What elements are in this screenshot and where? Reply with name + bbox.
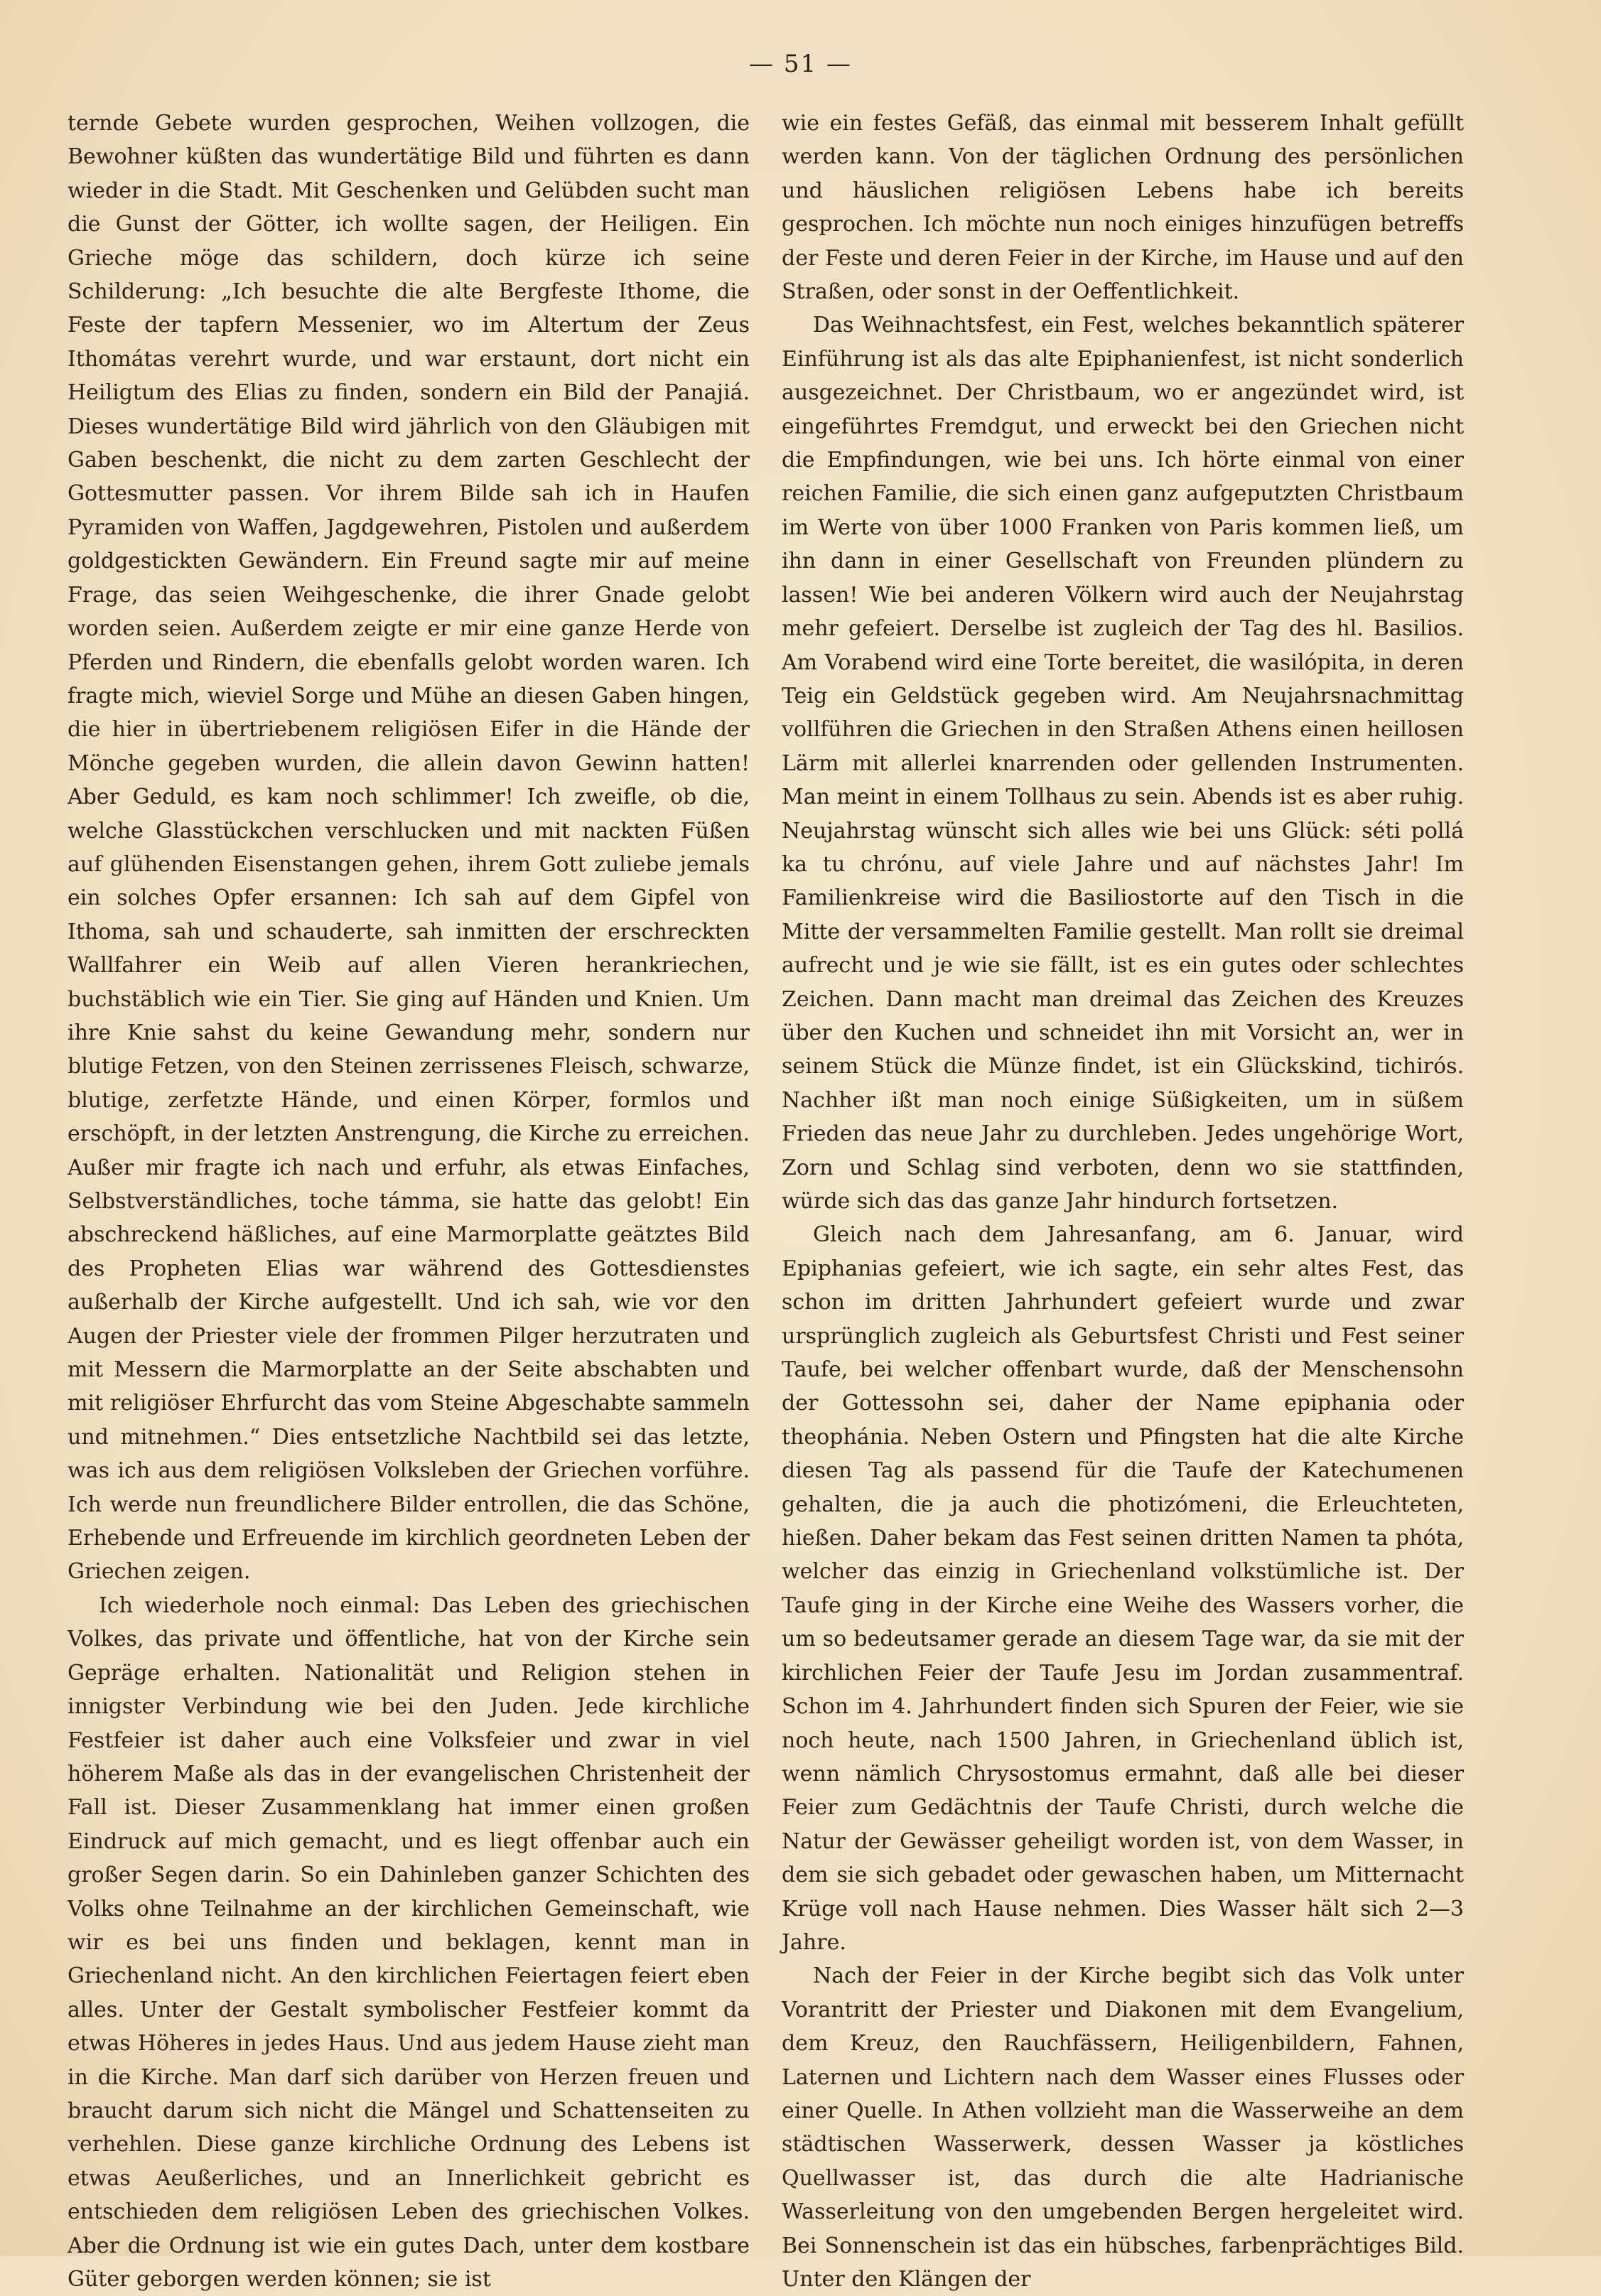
- paragraph: Das Weihnachtsfest, ein Fest, welches bekanntlich späterer Einführung ist als das alte Epiphanienfest, ist nicht sonderlich ausgezeichnet. Der Christbaum, wo er angezündet wird, ist eingeführtes Fremdgut, und erweckt bei den Griechen nicht die Empfindungen, wie bei uns. Ich hörte einmal von einer reichen Familie, die sich einen ganz aufgeputzten Christbaum im Werte von über 1000 Franken von Paris kommen ließ, um ihn dann in einer Gesellschaft von Freunden plündern zu lassen! Wie bei anderen Völkern wird auch der Neujahrstag mehr gefeiert. Derselbe ist zugleich der Tag des hl. Basilios. Am Vorabend wird eine Torte bereitet, die wasilópita, in deren Teig ein Geldstück gegeben wird. Am Neujahrsnachmittag vollführen die Griechen in den Straßen Athens einen heillosen Lärm mit allerlei knarrenden oder gellenden Instrumenten. Man meint in einem Tollhaus zu sein. Abends ist es aber ruhig. Neujahrstag wünscht sich alles wie bei uns Glück: séti pollá ka tu chrónu, auf viele Jahre und auf nächstes Jahr! Im Familienkreise wird die Basiliostorte auf den Tisch in die Mitte der versammelten Familie gestellt. Man rollt sie dreimal aufrecht und je wie sie fällt, ist es ein gutes oder schlechtes Zeichen. Dann macht man dreimal das Zeichen des Kreuzes über den Kuchen und schneidet ihn mit Vorsicht an, wer in seinem Stück die Münze findet, ist ein Glückskind, tichirós. Nachher ißt man noch einige Süßigkeiten, um in süßem Frieden das neue Jahr zu durchleben. Jedes ungehörige Wort, Zorn und Schlag sind verboten, denn wo sie stattfinden, würde sich das das ganze Jahr hindurch fortsetzen.: [782, 313, 1464, 1214]
- page-number: — 51 —: [749, 50, 852, 78]
- paragraph: ternde Gebete wurden gesprochen, Weihen vollzogen, die Bewohner küßten das wundertätige Bild und führten es dann wieder in die Stadt. Mit Geschenken und Gelübden sucht man die Gunst der Götter, ich wollte sagen, der Heiligen. Ein Grieche möge das schildern, doch kürze ich seine Schilderung: „Ich besuchte die alte Bergfeste Ithome, die Feste der tapfern Messenier, wo im Altertum der Zeus Ithomátas verehrt wurde, und war erstaunt, dort nicht ein Heiligtum des Elias zu finden, sondern ein Bild der Panajiá. Dieses wundertätige Bild wird jährlich von den Gläubigen mit Gaben beschenkt, die nicht zu dem zarten Geschlecht der Gottesmutter passen. Vor ihrem Bilde sah ich in Haufen Pyramiden von Waffen, Jagdgewehren, Pistolen und außerdem goldgestickten Gewändern. Ein Freund sagte mir auf meine Frage, das seien Weihgeschenke, die ihrer Gnade gelobt worden seien. Außerdem zeigte er mir eine ganze Herde von Pferden und Rindern, die ebenfalls gelobt worden waren. Ich fragte mich, wieviel Sorge und Mühe an diesen Gaben hingen, die hier in übertriebenem religiösen Eifer in die Hände der Mönche gegeben wurden, die allein davon Gewinn hatten! Aber Geduld, es kam noch schlimmer! Ich zweifle, ob die, welche Glasstückchen verschlucken und mit nackten Füßen auf glühenden Eisenstangen gehen, ihrem Gott zuliebe jemals ein solches Opfer ersannen: Ich sah auf dem Gipfel von Ithoma, sah und schauderte, sah inmitten der erschreckten Wallfahrer ein Weib auf allen Vieren herankriechen, buchstäblich wie ein Tier. Sie ging auf Händen und Knien. Um ihre Knie sahst du keine Gewandung mehr, sondern nur blutige Fetzen, von den Steinen zerrissenes Fleisch, schwarze, blutige, zerfetzte Hände, und einen Körper, formlos und erschöpft, in der letzten Anstrengung, die Kirche zu erreichen. Außer mir fragte ich nach und erfuhr, als etwas Einfaches, Selbstverständliches, toche támma, sie hatte das gelobt! Ein abschreckend häßliches, auf eine Marmorplatte geätztes Bild des Propheten Elias war während des Gottesdienstes außerhalb der Kirche aufgestellt. Und ich sah, wie vor den Augen der Priester viele der frommen Pilger herzutraten und mit Messern die Marmorplatte an der Seite abschabten und mit religiöser Ehrfurcht das vom Steine Abgeschabte sammeln und mitnehmen.“ Dies entsetzliche Nachtbild sei das letzte, was ich aus dem religiösen Volksleben der Griechen vorführe. Ich werde nun freundlichere Bilder entrollen, die das Schöne, Erhebende und Erfreuende im kirchlich geordneten Leben der Griechen zeigen.: [68, 111, 750, 1585]
- right-column: [782, 107, 1464, 2292]
- left-column: [68, 107, 750, 2292]
- paragraph: Nach der Feier in der Kirche begibt sich das Volk unter Vorantritt der Priester und Diakonen mit dem Evangelium, dem Kreuz, den Rauchfässern, Heiligenbildern, Fahnen, Laternen und Lichtern nach dem Wasser eines Flusses oder einer Quelle. In Athen vollzieht man die Wasserweihe an dem städtischen Wasserwerk, dessen Wasser ja köstliches Quellwasser ist, das durch die alte Hadrianische Wasserleitung von den umgebenden Bergen hergeleitet wird. Bei Sonnenschein ist das ein hübsches, farbenprächtiges Bild. Unter den Klängen der: [782, 1963, 1464, 2292]
- paragraph: Gleich nach dem Jahresanfang, am 6. Januar, wird Epiphanias gefeiert, wie ich sagte, ein sehr altes Fest, das schon im dritten Jahrhundert gefeiert wurde und zwar ursprünglich zugleich als Geburtsfest Christi und Fest seiner Taufe, bei welcher offenbart wurde, daß der Menschensohn der Gottessohn sei, daher der Name epiphania oder theophánia. Neben Ostern und Pfingsten hat die alte Kirche diesen Tag als passend für die Taufe der Katechumenen gehalten, die ja auch die photizómeni, die Erleuchteten, hießen. Daher bekam das Fest seinen dritten Namen ta phóta, welcher das einzig in Griechenland volkstümliche ist. Der Taufe ging in der Kirche eine Weihe des Wassers vorher, die um so bedeutsamer gerade an diesem Tage war, da sie mit der kirchlichen Feier der Taufe Jesu im Jordan zusammentraf. Schon im 4. Jahrhundert finden sich Spuren der Feier, wie sie noch heute, nach 1500 Jahren, in Griechenland üblich ist, wenn nämlich Chrysostomus ermahnt, daß alle bei dieser Feier zum Gedächtnis der Taufe Christi, durch welche die Natur der Gewässer geheiligt worden ist, von dem Wasser, in dem sie sich gebadet oder gewaschen haben, um Mitternacht Krüge voll nach Hause nehmen. Dies Wasser hält sich 2—3 Jahre.: [782, 1222, 1464, 1955]
- paragraph: wie ein festes Gefäß, das einmal mit besserem Inhalt gefüllt werden kann. Von der täglichen Ordnung des persönlichen und häuslichen religiösen Lebens habe ich bereits gesprochen. Ich möchte nun noch einiges hinzufügen betreffs der Feste und deren Feier in der Kirche, im Hause und auf den Straßen, oder sonst in der Oeffentlichkeit.: [782, 111, 1464, 305]
- paragraph: Ich wiederhole noch einmal: Das Leben des griechischen Volkes, das private und öffentliche, hat von der Kirche sein Gepräge erhalten. Nationalität und Religion stehen in innigster Verbindung wie bei den Juden. Jede kirchliche Festfeier ist daher auch eine Volksfeier und zwar in viel höherem Maße als das in der evangelischen Christenheit der Fall ist. Dieser Zusammenklang hat immer einen großen Eindruck auf mich gemacht, und es liegt offenbar auch ein großer Segen darin. So ein Dahinleben ganzer Schichten des Volks ohne Teilnahme an der kirchlichen Gemeinschaft, wie wir es bei uns finden und beklagen, kennt man in Griechenland nicht. An den kirchlichen Feiertagen feiert eben alles. Unter der Gestalt symbolischer Festfeier kommt da etwas Höheres in jedes Haus. Und aus jedem Hause zieht man in die Kirche. Man darf sich darüber von Herzen freuen und braucht darum sich nicht die Mängel und Schattenseiten zu verhehlen. Diese ganze kirchliche Ordnung des Lebens ist etwas Aeußerliches, und an Innerlichkeit gebricht es entschieden dem religiösen Leben des griechischen Volkes. Aber die Ordnung ist wie ein gutes Dach, unter dem kostbare Güter geborgen werden können; sie ist: [68, 1592, 750, 2292]
